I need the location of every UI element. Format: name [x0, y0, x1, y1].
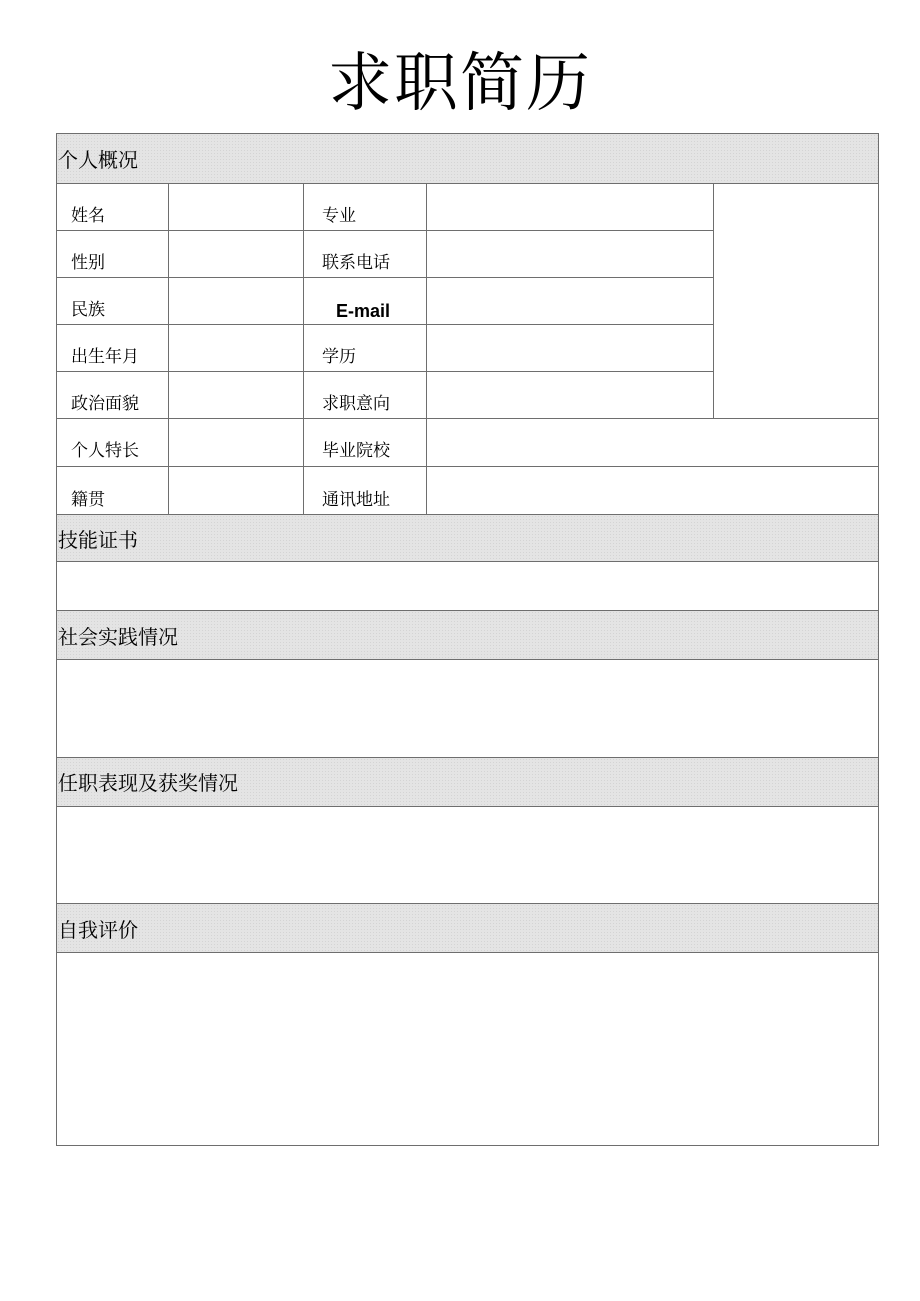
label-mailing-address: 通讯地址 [322, 490, 390, 510]
value-cell-graduated-school[interactable] [427, 419, 878, 466]
value-cell-name[interactable] [169, 184, 303, 230]
rule [56, 514, 879, 515]
label-name: 姓名 [71, 206, 105, 226]
value-cell-major[interactable] [427, 184, 713, 230]
self-evaluation-content[interactable] [57, 953, 878, 1145]
label-job-intention: 求职意向 [322, 394, 390, 414]
label-gender: 性别 [71, 253, 105, 273]
value-cell-gender[interactable] [169, 231, 303, 277]
section-title-skills: 技能证书 [58, 528, 138, 552]
section-band-social-practice [57, 611, 878, 659]
rule [56, 610, 879, 611]
label-political-status: 政治面貌 [71, 394, 139, 414]
skills-content[interactable] [57, 562, 878, 610]
label-phone: 联系电话 [322, 253, 390, 273]
resume-title: 求职简历 [328, 47, 592, 121]
rule [56, 903, 879, 904]
value-cell-ethnicity[interactable] [169, 278, 303, 324]
label-education: 学历 [322, 347, 356, 367]
label-birth-date: 出生年月 [71, 347, 139, 367]
label-ethnicity: 民族 [71, 300, 105, 320]
value-cell-mailing-address[interactable] [427, 467, 878, 514]
section-band-personal [57, 134, 878, 183]
section-title-personal: 个人概况 [58, 148, 138, 172]
value-cell-email[interactable] [427, 278, 713, 324]
value-cell-birth-date[interactable] [169, 325, 303, 371]
positions-awards-content[interactable] [57, 807, 878, 903]
label-native-place: 籍贯 [71, 490, 105, 510]
value-cell-specialty[interactable] [169, 419, 303, 466]
rule [56, 757, 879, 758]
section-title-positions-awards: 任职表现及获奖情况 [58, 771, 238, 795]
section-band-self-evaluation [57, 904, 878, 952]
social-practice-content[interactable] [57, 660, 878, 757]
value-cell-education[interactable] [427, 325, 713, 371]
label-email: E-mail [336, 301, 391, 321]
rule [303, 183, 304, 514]
section-title-social-practice: 社会实践情况 [58, 625, 178, 649]
section-band-skills [57, 515, 878, 561]
label-graduated-school: 毕业院校 [322, 441, 390, 461]
value-cell-native-place[interactable] [169, 467, 303, 514]
section-title-self-evaluation: 自我评价 [58, 918, 138, 942]
value-cell-political-status[interactable] [169, 372, 303, 418]
value-cell-phone[interactable] [427, 231, 713, 277]
photo-cell[interactable] [714, 184, 878, 418]
label-major: 专业 [322, 206, 356, 226]
value-cell-job-intention[interactable] [427, 372, 713, 418]
label-specialty: 个人特长 [71, 441, 139, 461]
